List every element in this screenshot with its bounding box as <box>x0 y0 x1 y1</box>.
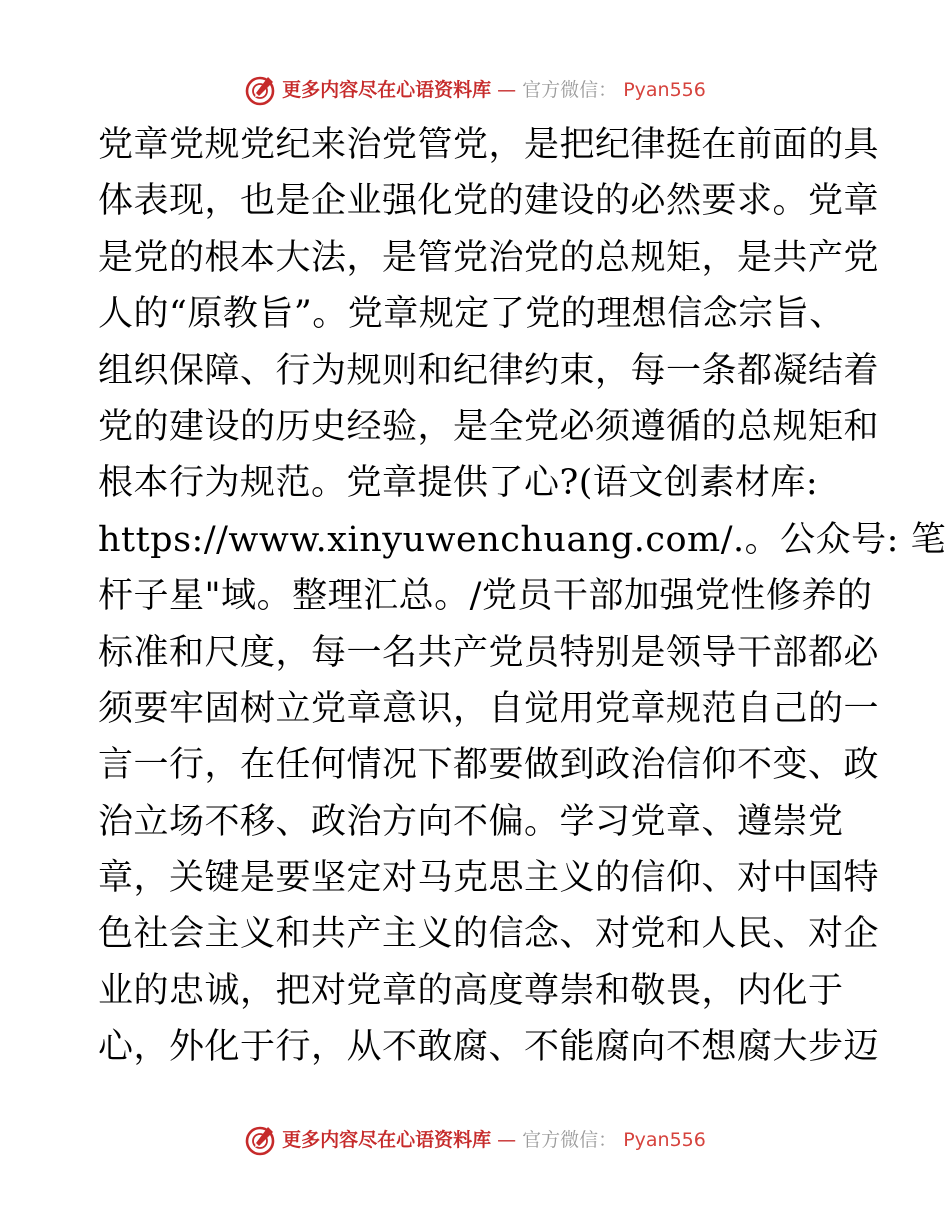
text-line: 色社会主义和共产主义的信念、对党和人民、对企 <box>98 914 880 955</box>
text-line: 章，关键是要坚定对马克思主义的信仰、对中国特 <box>98 858 880 899</box>
text-line: 标准和尺度，每一名共产党员特别是领导干部都必 <box>98 632 880 673</box>
wechat-handle: Pyan556 <box>623 1128 706 1151</box>
text-line-url[interactable]: https://www.xinyuwenchuang.com/.。公众号: 笔 <box>98 519 947 560</box>
document-body <box>98 117 947 1076</box>
promo-text: 更多内容尽在心语资料库 <box>282 78 492 101</box>
wechat-handle: Pyan556 <box>623 78 706 101</box>
text-line: 是党的根本大法，是管党治党的总规矩，是共产党 <box>98 237 880 278</box>
text-line: 人的“原教旨”。党章规定了党的理想信念宗旨、 <box>98 294 845 335</box>
promo-banner-footer[interactable] <box>244 1124 706 1156</box>
pen-logo-icon <box>244 74 276 106</box>
text-line: 心，外化于行，从不敢腐、不能腐向不想腐大步迈 <box>98 1027 880 1068</box>
official-wechat-label: 官方微信： <box>522 1128 618 1151</box>
text-line: 治立场不移、政治方向不偏。学习党章、遵崇党 <box>98 801 844 842</box>
text-line: 业的忠诚，把对党章的高度尊崇和敬畏，内化于 <box>98 970 844 1011</box>
text-line: 党章党规党纪来治党管党，是把纪律挺在前面的具 <box>98 125 880 165</box>
promo-dash: — <box>497 78 517 101</box>
text-line: 组织保障、行为规则和纪律约束，每一条都凝结着 <box>98 350 880 391</box>
promo-text: 更多内容尽在心语资料库 <box>282 1128 492 1151</box>
pen-logo-icon <box>244 1124 276 1156</box>
text-line: 须要牢固树立党章意识，自觉用党章规范自己的一 <box>98 688 880 729</box>
promo-dash: — <box>497 1128 517 1151</box>
official-wechat-label: 官方微信： <box>522 78 618 101</box>
text-line: 言一行，在任何情况下都要做到政治信仰不变、政 <box>98 745 880 786</box>
page-header <box>0 70 950 110</box>
page-footer <box>0 1120 950 1160</box>
text-line: 党的建设的历史经验，是全党必须遵循的总规矩和 <box>98 406 880 447</box>
promo-banner[interactable] <box>244 74 706 106</box>
text-line: 杆子星"域。整理汇总。/党员干部加强党性修养的 <box>98 576 873 617</box>
text-line: 根本行为规范。党章提供了心?(语文创素材库: <box>98 463 819 504</box>
text-line: 体表现，也是企业强化党的建设的必然要求。党章 <box>98 181 880 222</box>
